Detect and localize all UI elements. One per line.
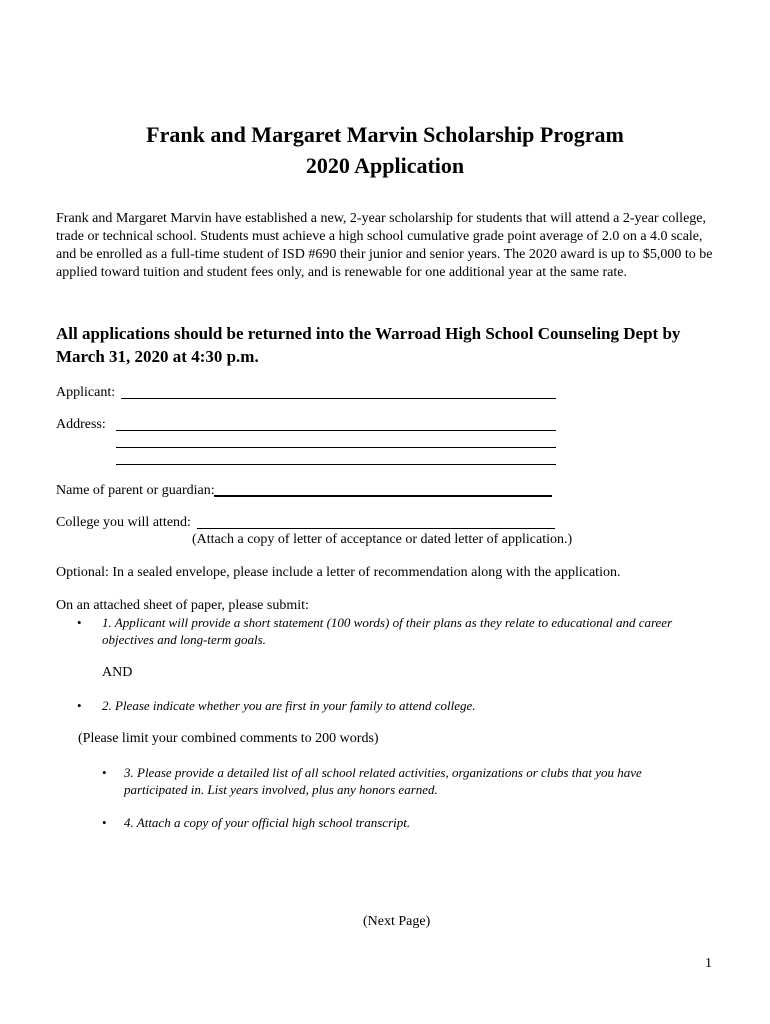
deadline-notice: All applications should be returned into the Warroad High School Counseling Dept by March 31, 2020 at 4:30 p.m.: [56, 324, 681, 366]
and-connector: AND: [102, 665, 133, 680]
address-field-line-1[interactable]: [116, 430, 556, 431]
address-field-line-3[interactable]: [116, 464, 556, 465]
item-3-line-2: participated in. List years involved, plus any honors earned.: [124, 782, 438, 797]
document-title: Frank and Margaret Marvin Scholarship Program: [146, 122, 624, 147]
intro-paragraph: Frank and Margaret Marvin have established a new, 2-year scholarship for students that will attend a 2-year college, trade or technical school. Students must achieve a high school cumulative grade point average of 2.0 on a 4.0 scale, and be enrolled as a full-time student of ISD #690 their junior and senior years. The 2020 award is up to $5,000 to be applied toward tuition and student fees only, and is renewable for one additional year at the same rate.: [56, 211, 713, 280]
bullet-icon: •: [77, 698, 82, 713]
item-2: 2. Please indicate whether you are first in your family to attend college.: [102, 698, 476, 713]
bullet-icon: •: [102, 765, 107, 780]
parent-label: Name of parent or guardian:: [56, 483, 215, 498]
item-4: 4. Attach a copy of your official high school transcript.: [124, 815, 411, 830]
item-1-line-1: 1. Applicant will provide a short statement (100 words) of their plans as they relate to educational and career: [102, 615, 673, 630]
word-limit-note: (Please limit your combined comments to 200 words): [78, 731, 379, 746]
college-field[interactable]: [197, 528, 555, 529]
page-number: 1: [705, 956, 712, 971]
item-1-line-2: objectives and long-term goals.: [102, 632, 266, 647]
document-subtitle: 2020 Application: [305, 153, 465, 178]
submit-intro: On an attached sheet of paper, please submit:: [56, 598, 309, 613]
bullet-icon: •: [102, 815, 107, 830]
next-page-note: (Next Page): [363, 914, 431, 929]
bullet-icon: •: [77, 615, 82, 630]
applicant-field[interactable]: [121, 398, 556, 399]
college-note: (Attach a copy of letter of acceptance or dated letter of application.): [192, 532, 573, 547]
applicant-label: Applicant:: [56, 385, 116, 400]
optional-note: Optional: In a sealed envelope, please include a letter of recommendation along with the application.: [56, 565, 621, 580]
address-field-line-2[interactable]: [116, 447, 556, 448]
item-3-line-1: 3. Please provide a detailed list of all school related activities, organizations or clubs that you have: [124, 765, 642, 780]
parent-field[interactable]: [214, 495, 552, 497]
address-label: Address:: [56, 417, 106, 432]
college-label: College you will attend:: [56, 515, 191, 530]
